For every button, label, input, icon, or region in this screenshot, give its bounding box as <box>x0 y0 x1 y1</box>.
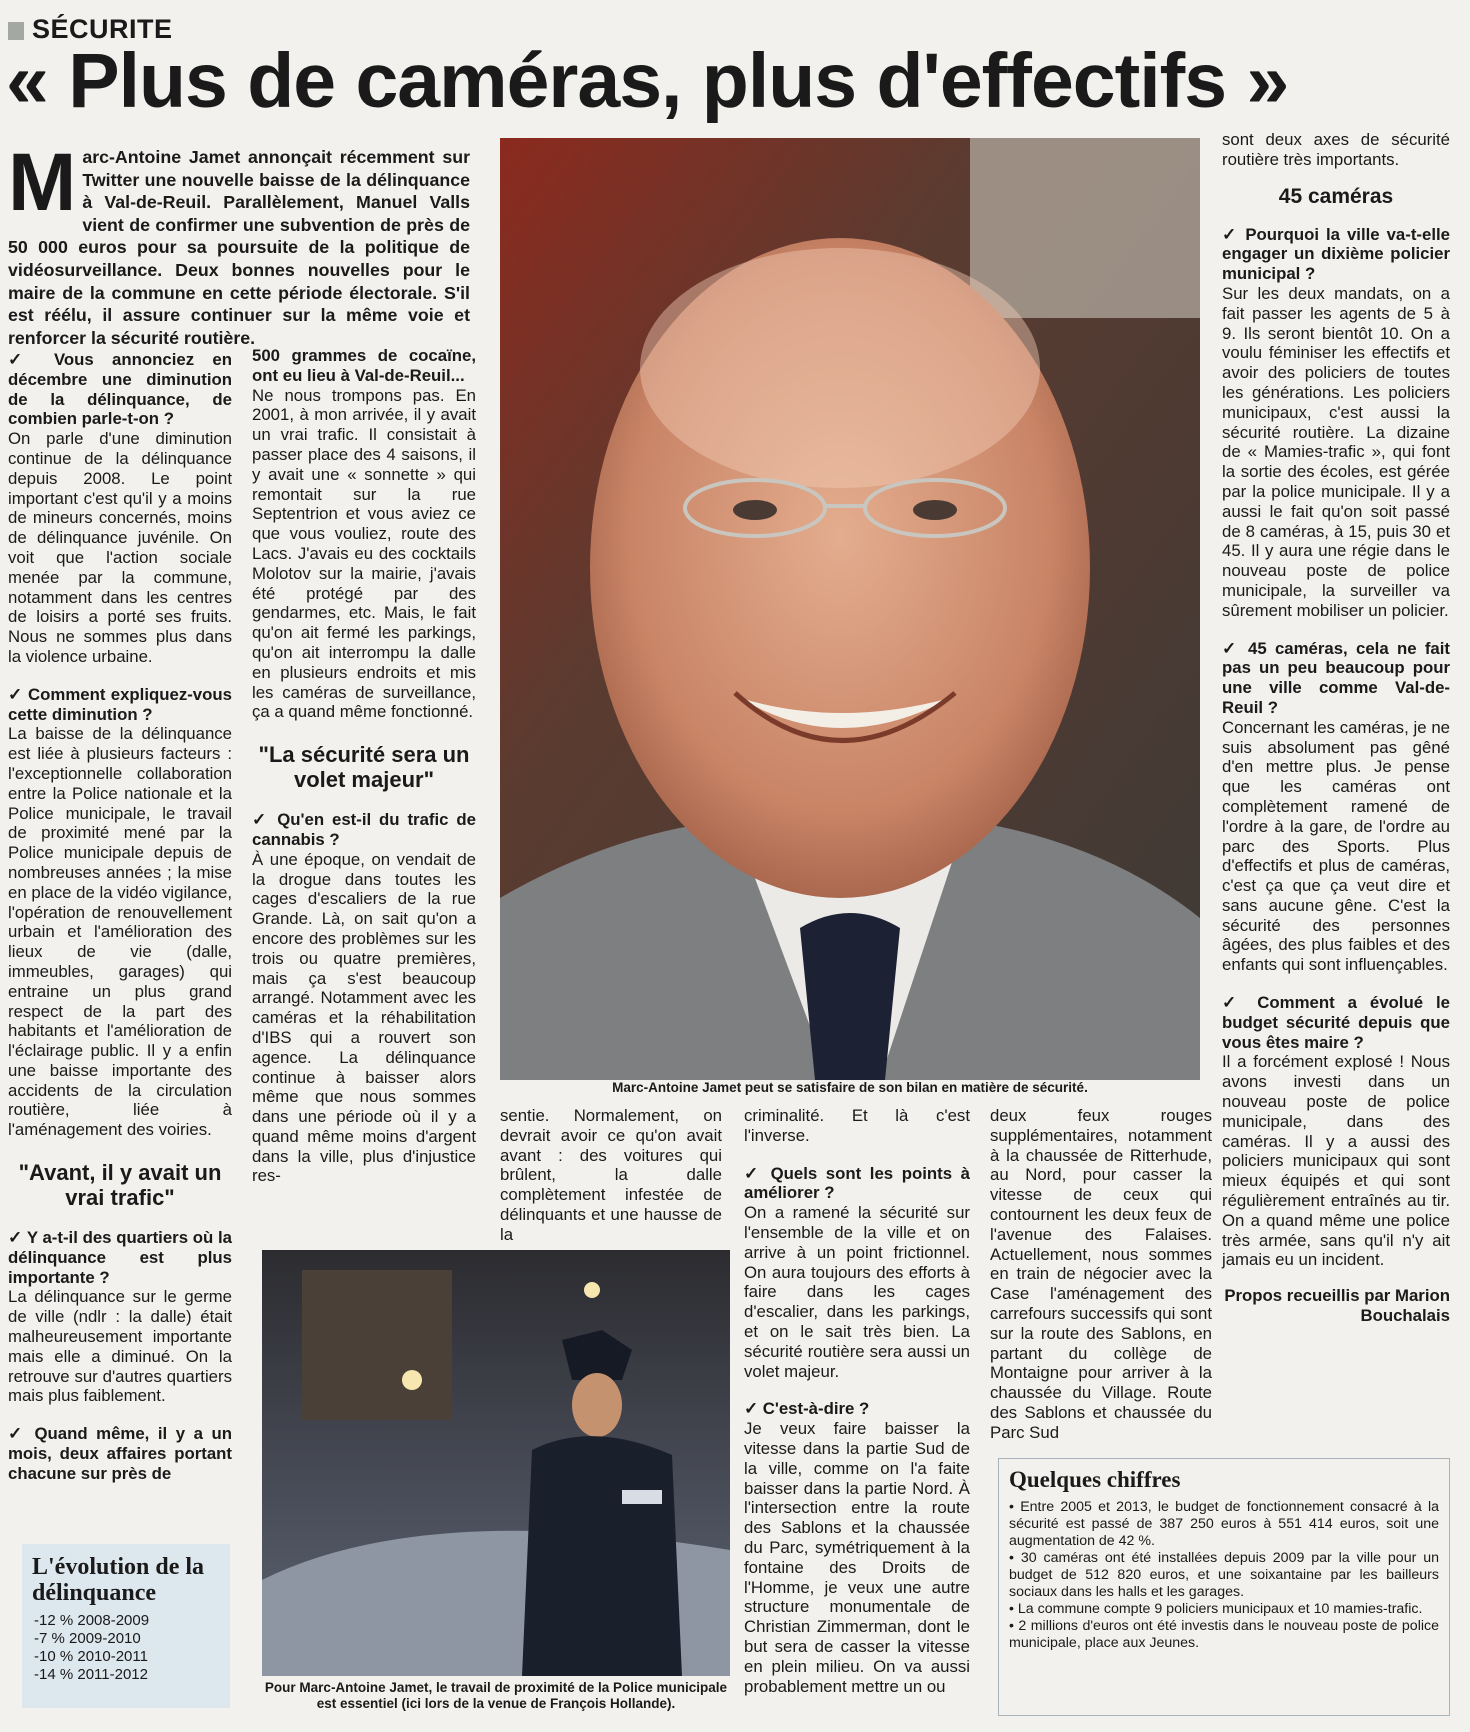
question-continued: 500 grammes de cocaïne, ont eu lieu à Val-de-Reuil... <box>252 346 476 385</box>
column-5 <box>990 1106 1212 1443</box>
police-scene-illustration <box>262 1250 730 1676</box>
rubric-label: SÉCURITE <box>32 14 173 44</box>
lead-text: arc-Antoine Jamet annonçait récemment sur Twitter une nouvelle baisse de la délinquance à Val-de-Reuil. Parallèlement, Manuel Valls vient de confirmer une subvention de près de 50 000 euros pour sa poursuite de la politique de vidéosurveillance. Deux bonnes nouvelles pour le maire de la commune en cette période électorale. S'il est réélu, il assure continuer sur la même voie et renforcer la sécurité routière. <box>8 147 470 348</box>
answer: À une époque, on vendait de la drogue dans toutes les cages d'escaliers de la rue Grande. Là, on sait qu'on a encore des problèmes sur les trois ou quatre premières, mais ça s'est beaucoup arrangé. Notamment avec les caméras et la réhabilitation d'IBS qui a rouvert son agence. La délinquance continue à baisser alors même que nous sommes dans une période où il y a quand même moins d'argent dans la ville, plus d'injustice res- <box>252 849 476 1186</box>
list-item: • 30 caméras ont été installées depuis 2009 par la ville pour un budget de 512 820 euros, et une soixantaine par les bailleurs sociaux dans les halls et les garages. <box>1009 1550 1439 1600</box>
answer: criminalité. Et là c'est l'inverse. <box>744 1106 970 1145</box>
answer: La baisse de la délinquance est liée à plusieurs facteurs : l'exceptionnelle collaboration entre la Police nationale et la Police municipale, le travail de proximité mené par la Police municipale depuis de nombreuses années ; la mise en place de la vidéo vigilance, l'opération de renouvellement urbain et l'amélioration des lieux de vie (dalle, immeubles, garages) qui entraine un plus grand respect de la part des habitants et l'amélioration de l'éclairage public. Il y a enfin une baisse importante des accidents de la circulation routière, liée à l'aménagement des voiries. <box>8 724 232 1140</box>
box-chiffres-list <box>1009 1499 1439 1652</box>
lead-paragraph <box>8 137 470 349</box>
box-evolution <box>22 1544 230 1708</box>
question: ✓ Vous annonciez en décembre une diminution de la délinquance, de combien parle-t-on ? <box>8 350 232 429</box>
column-3 <box>500 1106 722 1245</box>
question: ✓ Quand même, il y a un mois, deux affaires portant chacune sur près de <box>8 1424 232 1483</box>
police-photo-caption: Pour Marc-Antoine Jamet, le travail de proximité de la Police municipale est essentiel (ici lors de la venue de François Hollande). <box>264 1680 728 1711</box>
answer: Il a forcément explosé ! Nous avons investi dans un nouveau poste de police municipale, dans des caméras. Il y a aussi des policiers municipaux qui sont mieux équipés et qui sont régulièrement entraînés au tir. On a quand même une police très armée, sans qu'il n'y ait jamais eu un incident. <box>1222 1052 1450 1270</box>
question: ✓ Quels sont les points à améliorer ? <box>744 1164 970 1204</box>
question: ✓ Qu'en est-il du trafic de cannabis ? <box>252 810 476 850</box>
subheading: 45 caméras <box>1278 184 1394 208</box>
box-evolution-title: L'évolution de la délinquance <box>32 1554 205 1606</box>
main-photo <box>500 138 1200 1080</box>
answer: Sur les deux mandats, on a fait passer les agents de 5 à 9. Ils seront bientôt 10. On a voulu féminiser les effectifs et avoir des policiers de toutes les générations. Les policiers municipaux, c'est aussi la sécurité routière. La dizaine de « Mamies-trafic », qui font la sortie des écoles, est gérée par la police municipale. Il y a aussi le fait qu'on soit passé de 8 caméras, à 15, puis 30 et 45. Il y aura une régie dans le nouveau poste de police municipale, la surveiller va sûrement mobiliser un policier. <box>1222 283 1450 620</box>
box-evolution-list <box>34 1612 230 1684</box>
answer: sont deux axes de sécurité routière très importants. <box>1222 130 1450 169</box>
list-item: • La commune compte 9 policiers municipaux et 10 mamies-trafic. <box>1009 1601 1423 1617</box>
portrait-illustration <box>500 138 1200 1080</box>
question: ✓ Comment a évolué le budget sécurité depuis que vous êtes maire ? <box>1222 993 1450 1052</box>
question: ✓ Comment expliquez-vous cette diminution ? <box>8 685 232 725</box>
police-photo <box>262 1250 730 1676</box>
column-4 <box>744 1106 970 1696</box>
author-credit: Propos recueillis par Marion Bouchalais <box>1224 1286 1450 1326</box>
answer: sentie. Normalement, on devrait avoir ce qu'on avait avant : des voitures qui brûlent, la dalle complètement infestée de délinquants et une hausse de la <box>500 1106 722 1244</box>
answer: La délinquance sur le germe de ville (ndlr : la dalle) était malheureusement importante mais elle a diminué. On la retrouve sur d'autres quartiers mais plus faiblement. <box>8 1287 232 1406</box>
answer: On parle d'une diminution continue de la délinquance depuis 2008. Le point important c'est qu'il y a moins de mineurs concernés, moins de délinquance juvénile. On voit que l'action sociale menée par la commune, notamment dans les centres de loisirs a porté ses fruits. Nous ne sommes plus dans la violence urbaine. <box>8 429 232 666</box>
question: ✓ 45 caméras, cela ne fait pas un peu beaucoup pour une ville comme Val-de-Reuil ? <box>1222 639 1450 718</box>
main-photo-caption: Marc-Antoine Jamet peut se satisfaire de son bilan en matière de sécurité. <box>612 1080 1088 1095</box>
list-item: -14 % 2011-2012 <box>34 1666 148 1683</box>
subheading: "La sécurité sera un volet majeur" <box>258 742 470 793</box>
list-item: -12 % 2008-2009 <box>34 1612 150 1629</box>
question: ✓ Y a-t-il des quartiers où la délinquance est plus importante ? <box>8 1228 232 1287</box>
list-item: • 2 millions d'euros ont été investis dans le nouveau poste de police municipale, place aux Jeunes. <box>1009 1618 1439 1651</box>
column-1 <box>8 350 232 1484</box>
answer: On a ramené la sécurité sur l'ensemble de la ville et on arrive à un point frictionnel. On aura toujours des efforts à faire dans les cages d'escalier, dans les parkings, et on le sait très bien. La sécurité routière sera aussi un volet majeur. <box>744 1203 970 1381</box>
subheading: "Avant, il y avait un vrai trafic" <box>18 1160 222 1211</box>
box-chiffres-title: Quelques chiffres <box>1009 1467 1181 1492</box>
headline: « Plus de caméras, plus d'effectifs » <box>6 38 1289 124</box>
answer: Concernant les caméras, je ne suis absolument pas gêné d'en mettre plus. Je pense que les caméras ont complètement ramené de l'ordre à la gare, de l'ordre au parc des Sports. Plus d'effectifs et plus de caméras, c'est ça que ça veut dire et sans aucune gêne. C'est la sécurité des personnes âgées, des plus faibles et des enfants qui sont influençables. <box>1222 717 1450 975</box>
answer: Je veux faire baisser la vitesse dans la partie Sud de la ville, comme on l'a faite baisser dans la partie Nord. À l'intersection entre la route des Sablons et la chaussée du Parc, symétriquement à la fontaine des Droits de l'Homme, je veux une autre structure monumentale de Christian Zimmerman, dont le but sera de casser la vitesse en plein milieu. On va aussi probablement mettre un ou <box>744 1419 970 1696</box>
answer: deux feux rouges supplémentaires, notamment à la chaussée de Ritterhude, au Nord, pour casser la vitesse de ceux qui contournent les deux feux de l'avenue des Falaises. Actuellement, nous sommes en train de négocier avec la Case l'aménagement des carrefours successifs qui sont sur la route des Sablons, en partant du collège de Montaigne pour arriver à la chaussée du Village. Route des Sablons et chaussée du Parc Sud <box>990 1106 1212 1442</box>
question: ✓ Pourquoi la ville va-t-elle engager un dixième policier municipal ? <box>1222 225 1450 284</box>
drop-cap: M <box>8 137 77 228</box>
question: ✓ C'est-à-dire ? <box>744 1399 970 1419</box>
column-2 <box>252 346 476 1186</box>
answer: Ne nous trompons pas. En 2001, à mon arrivée, il y avait un vrai trafic. Il consistait à passer place des 4 saisons, il y avait une « sonnette » qui remontait sur la rue Septentrion et vous aviez ce que vous vouliez, route des Lacs. J'avais eu des cocktails Molotov sur la mairie, j'avais été protégé par des gendarmes, etc. Mais, le fait qu'on ait fermé les parkings, qu'on ait interrompu la dalle en plusieurs endroits et mis les caméras de surveillance, ça a quand même fonctionné. <box>252 385 476 722</box>
box-chiffres <box>998 1458 1450 1716</box>
list-item: -10 % 2010-2011 <box>34 1648 148 1665</box>
list-item: • Entre 2005 et 2013, le budget de fonctionnement consacré à la sécurité est passé de 387 250 euros à 551 414 euros, soit une augmentation de 42 %. <box>1009 1499 1439 1549</box>
list-item: -7 % 2009-2010 <box>34 1630 141 1647</box>
column-6 <box>1222 130 1450 1326</box>
